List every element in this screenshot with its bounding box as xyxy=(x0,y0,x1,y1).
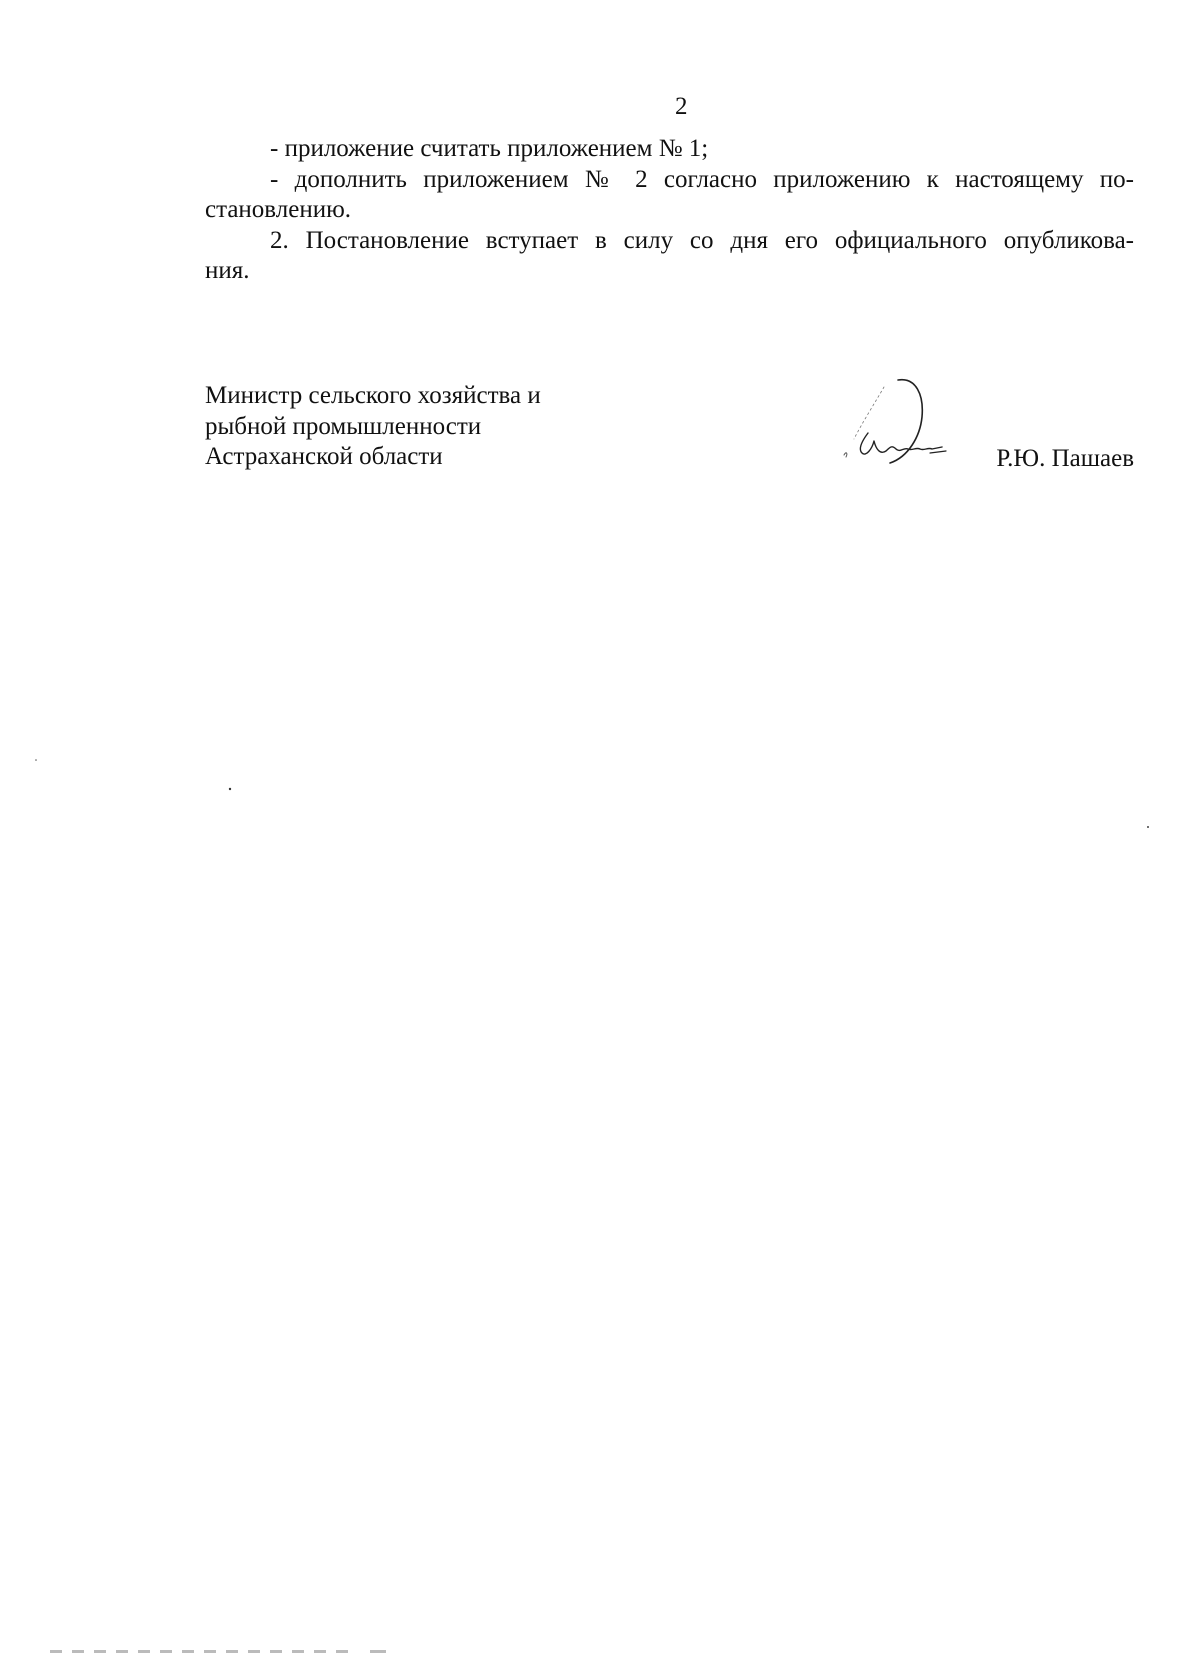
signer-name: Р.Ю. Пашаев xyxy=(996,445,1134,472)
handwritten-signature xyxy=(838,375,983,485)
signer-position-line: Астраханской области xyxy=(205,443,443,470)
page-number: 2 xyxy=(675,93,688,120)
signer-position xyxy=(205,381,541,473)
paragraph-effective-date-continued: ния. xyxy=(205,257,250,284)
signer-position-line: Министр сельского хозяйства и xyxy=(205,382,541,409)
paragraph-add-attachment-continued: становлению. xyxy=(205,196,352,223)
paragraph-add-attachment: - дополнить приложением № 2 согласно приложению к настоящему по- xyxy=(270,165,1134,193)
document-body xyxy=(205,134,1134,287)
paragraph-attachment-renumber: - приложение считать приложением № 1; xyxy=(270,135,709,162)
signature-block xyxy=(205,381,1134,481)
paragraph-effective-date: 2. Постановление вступает в силу со дня его официального опубликова- xyxy=(270,226,1134,254)
signer-position-line: рыбной промышленности xyxy=(205,412,482,440)
